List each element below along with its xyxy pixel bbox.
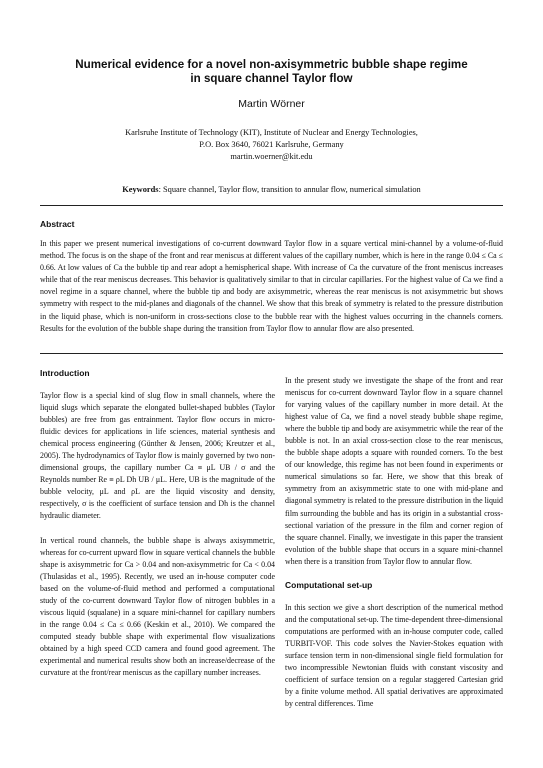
setup-paragraph-1: In this section we give a short description of the numerical method and the computational set-up. The time-dependent three-dimensional computations are performed with an in-house computer code, called TURBIT-VOF. This code solves the Navier-Stokes equation with surface tension term in non-dimensional single field formulation for two incompressible Newtonian fluids with constant viscosity and coefficient of surface tension on a regular staggered Cartesian grid by a finite volume method. All spatial derivatives are approximated by central differences. Time xyxy=(285,602,503,709)
affiliation-email: martin.woerner@kit.edu xyxy=(230,152,313,161)
introduction-paragraph-1: Taylor flow is a special kind of slug flow in small channels, where the liquid slugs which separate the elongated bullet-shaped bubbles (Taylor bubbles) are free from gas entrainment. Taylor flow occurs in micro-fluidic devices for applications in life sciences, material synthesis and chemical process engineering (Günther & Jensen, 2006; Kreutzer et al., 2005). The hydrodynamics of Taylor flow is mainly governed by two non-dimensional groups, the capillary number Ca ≡ μL UB / σ and the Reynolds number Re ≡ ρL Dh UB / μL. Here, UB is the magnitude of the bubble velocity, μL and ρL are the liquid viscosity and density, respectively, σ is the coefficient of surface tension and Dh is the channel hydraulic diameter. xyxy=(40,391,275,521)
divider-top xyxy=(40,205,503,206)
right-column xyxy=(285,375,503,710)
introduction-paragraph-3: In the present study we investigate the shape of the front and rear meniscus for co-current downward Taylor flow in a square channel for varying values of the capillary number in more detail. At the highest value of Ca, we find a novel steady bubble shape regime, where the bubble tip and body are axisymmetric while the rear of the bubble is not. In an axial cross-section close to the rear meniscus, the bubble shape adopts a square with rounded corners. To the best of our knowledge, this regime has not been found in experiments or numerical simulations so far. Here, we show that this break of symmetry from an axisymmetric state to one with mid-plane and diagonal symmetry is related to the pressure distribution in the liquid film surrounding the bubble and has its origin in a substantial cross-sectional variation of the pressure in the film and corner region of the square channel. Finally, we investigate in this paper the transient evolution of the bubble shape that occurs in a square mini-channel when there is a transition from Taylor flow to annular flow. xyxy=(285,376,503,566)
abstract-body: In this paper we present numerical investigations of co-current downward Taylor flow in a square vertical mini-channel by a volume-of-fluid method. The focus is on the shape of the front and rear meniscus at different values of the capillary number, which is here in the range 0.04 ≤ Ca ≤ 0.66. At low values of Ca the bubble tip and rear adopt a hemispherical shape. With increase of Ca the curvature of the front meniscus increases while that of the rear meniscus decreases. This behavior is qualitatively similar to that in circular capillaries. For the highest value of Ca we find a novel regime in a square channel, where the bubble tip and body are axisymmetric, whereas the rear meniscus is not axisymmetric but shows symmetry with respect to the mid-planes and diagonals of the channel. We show that this break of symmetry is related to the pressure distribution in the liquid phase, which is non-uniform in cross-sections close to the bubble rear with the highest values occurring in the channels corners. Results for the evolution of the bubble shape during the transition from Taylor flow to annular flow are also presented. xyxy=(40,239,503,333)
introduction-heading: Introduction xyxy=(40,368,90,378)
affiliation-address: P.O. Box 3640, 76021 Karlsruhe, Germany xyxy=(199,140,344,149)
affiliation xyxy=(40,127,503,163)
title-line-1: Numerical evidence for a novel non-axisymmetric bubble shape regime xyxy=(75,58,468,71)
author-name: Martin Wörner xyxy=(238,98,305,110)
introduction-paragraph-2: In vertical round channels, the bubble shape is always axisymmetric, whereas for co-current upward flow in square vertical channels the bubble shape is axisymmetric for Ca > 0.04 and non-axisymmetric for Ca < 0.04 (Thulasidas et al., 1995). Recently, we used an in-house computer code based on the volume-of-fluid method and performed a computational study of the co-current downward Taylor flow of nitrogen bubbles in a viscous liquid (squalane) in a square mini-channel for capillary numbers in the range 0.04 ≤ Ca ≤ 0.66 (Keskin et al., 2010). We compared the computed steady bubble shape with experimental flow visualizations obtained by a high speed CCD camera and found good agreement. The experimental and numerical results show both an increase/decrease of the curvature at the front/rear meniscus as the capillary number increases. xyxy=(40,535,275,678)
affiliation-institute: Karlsruhe Institute of Technology (KIT), Institute of Nuclear and Energy Technologies, xyxy=(125,128,418,137)
divider-bottom xyxy=(40,353,503,354)
keywords-text: : Square channel, Taylor flow, transition to annular flow, numerical simulation xyxy=(158,185,421,194)
left-column xyxy=(40,368,275,679)
title-line-2: in square channel Taylor flow xyxy=(190,72,353,85)
keywords-line xyxy=(40,185,503,194)
setup-heading: Computational set-up xyxy=(285,579,373,590)
abstract-heading: Abstract xyxy=(40,219,75,229)
paper-title xyxy=(40,58,503,86)
keywords-label: Keywords xyxy=(122,185,159,194)
